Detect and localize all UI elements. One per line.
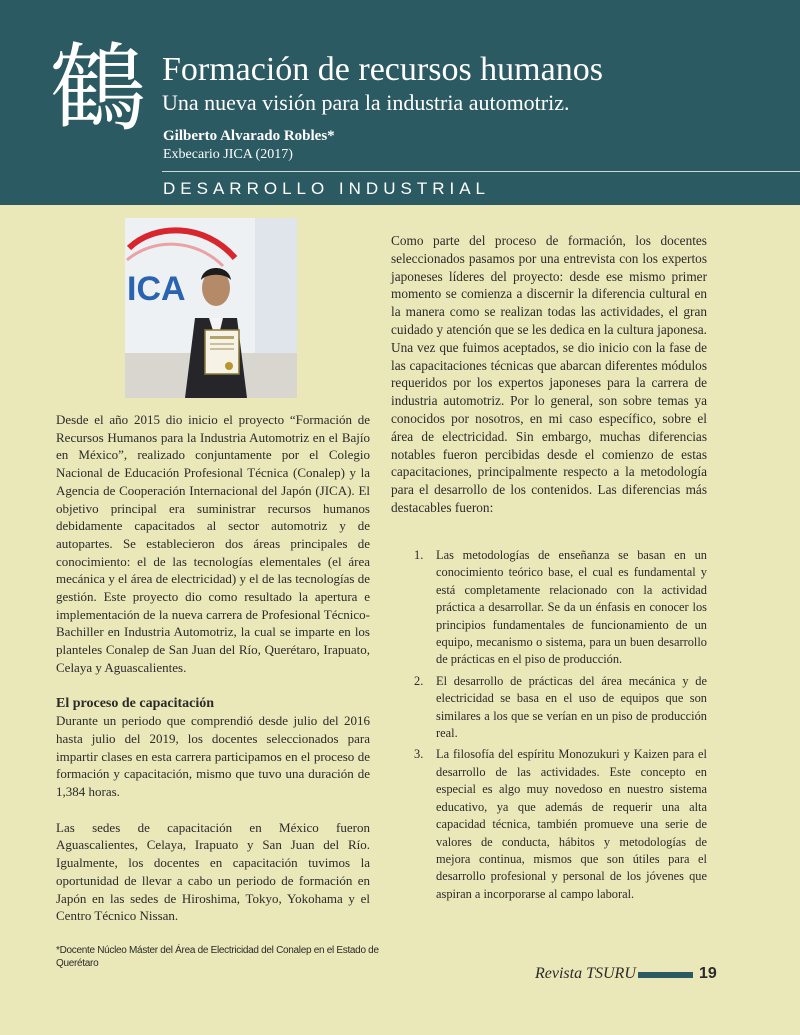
list-item-text: Las metodologías de enseñanza se basan en un conocimiento teórico base, el cual es fundamental y está completamente relacionado con la actividad práctica a desarrollar. Se da un énfasis en conocer los principios fundamentales de funcionamiento de un equipo, mecanismo o sistema, para un buen desarrollo de prácticas en el piso de producción.	[436, 548, 707, 667]
list-item	[414, 746, 707, 903]
article-title: Formación de recursos humanos	[162, 51, 603, 88]
article-subtitle: Una nueva visión para la industria automotriz.	[162, 90, 570, 115]
intro-paragraph: Desde el año 2015 dio inicio el proyecto “Formación de Recursos Humanos para la Industria Automotriz en el Bajío en México”, realizado conjuntamente por el Colegio Nacional de Educación Profesional Técnica (Conalep) y la Agencia de Cooperación Internacional del Japón (JICA). El objetivo principal era suministrar recursos humanos debidamente capacitados al sector automotriz y de autopartes. Se establecieron dos áreas principales de conocimiento: el de las tecnologías elementales (el área mecánica y el área de electricidad) y el de las tecnologías de gestión. Este proyecto dio como resultado la apertura e implementación de la nueva carrera de Profesional Técnico-Bachiller en Industria Automotriz, la cual se imparte en los planteles Conalep de San Juan del Río, Querétaro, Irapuato, Celaya y Aguascalientes.	[56, 412, 370, 675]
list-item-number: 3.	[414, 747, 424, 762]
header-divider	[162, 171, 800, 172]
author-photo	[125, 218, 297, 398]
list-item-text: El desarrollo de prácticas del área mecánica y de electricidad se basa en el uso de equipos que son similares a los que se verían en un piso de producción real.	[436, 673, 707, 741]
magazine-name: Revista TSURU	[535, 965, 636, 982]
page-number: 19	[699, 965, 717, 982]
list-item	[414, 673, 707, 743]
author-photo-illustration	[125, 218, 297, 398]
footer-bar	[638, 972, 693, 978]
author-name: Gilberto Alvarado Robles*	[163, 128, 335, 144]
training-locations-paragraph: Las sedes de capacitación en México fueron Aguascalientes, Celaya, Irapuato y San Juan del Río. Igualmente, los docentes en capacitación tuvimos la oportunidad de llevar a cabo un periodo de formación en Japón en las sedes de Hiroshima, Tokyo, Yokohama y el Centro Técnico Nissan.	[56, 819, 370, 924]
tsuru-kanji-logo: 鶴	[50, 33, 146, 145]
list-item-text: La filosofía del espíritu Monozukuri y Kaizen para el desarrollo de las actividades. Este concepto en especial es algo muy novedoso en nuestro sistema educativo, ya que además de requerir una alta capacidad técnica, también promueve una serie de valores de conducta, hábitos y metodologías de mejora continua, mismos que son útiles para el desarrollo profesional y personal de los jóvenes que aspiran a incorporarse al campo laboral.	[436, 747, 707, 901]
list-item-number: 2.	[414, 673, 424, 688]
author-affiliation: Exbecario JICA (2017)	[163, 147, 293, 162]
right-column	[391, 232, 707, 517]
section-heading: El proceso de capacitación	[56, 695, 215, 711]
article-header	[0, 0, 800, 205]
list-item-number: 1.	[414, 548, 424, 562]
training-period-paragraph: Durante un periodo que comprendió desde julio del 2016 hasta julio del 2019, los docentes seleccionados para impartir clases en esta carrera participamos en el proceso de formación y capacitación, mismo que tuvo una duración de 1,384 horas.	[56, 713, 370, 800]
left-column	[56, 411, 370, 925]
footnote: *Docente Núcleo Máster del Área de Electricidad del Conalep en el Estado de Querétaro	[56, 945, 379, 969]
section-label: DESARROLLO INDUSTRIAL	[163, 179, 490, 198]
differences-list	[414, 547, 707, 907]
process-paragraph: Como parte del proceso de formación, los docentes seleccionados pasamos por una entrevista con los expertos japoneses líderes del proyecto: desde ese mismo primer momento se comienza a discernir la diferencia cultural en la manera como se realizan todas las actividades, el gran cuidado y atención que se les dedica en la cultura japonesa. Una vez que fuimos aceptados, se dio inicio con la fase de las capacitaciones técnicas que abarcan diferentes módulos requeridos por los expertos japoneses para la carrera de industria automotriz. Por lo general, son sobre temas ya conocidos por nosotros, en mi caso específico, sobre el área de electricidad. Sin embargo, muchas diferencias notables fueron percibidas desde el comienzo de estas capacitaciones, principalmente respecto a la metodología para el desarrollo de los contenidos. Las diferencias más destacables fueron:	[391, 233, 707, 515]
jica-logo-text: ICA	[127, 270, 186, 308]
list-item	[414, 547, 707, 669]
